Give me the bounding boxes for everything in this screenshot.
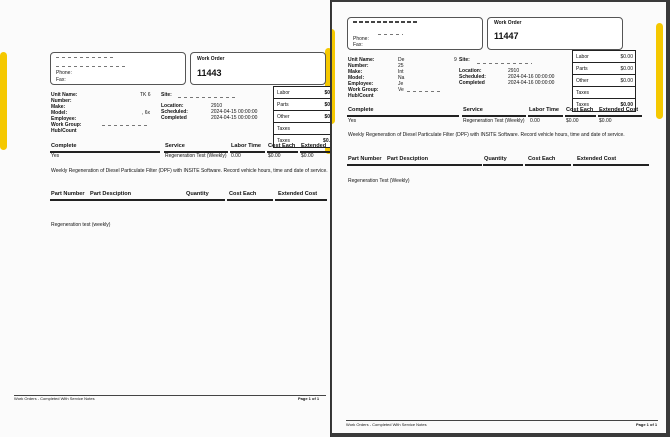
service-header-cost-each: Cost Each (566, 107, 594, 113)
fax-label: Fax: (56, 77, 66, 83)
completed-label: Completed (161, 115, 187, 121)
employee-label: Employee: (348, 81, 374, 87)
employee-label: Employee: (51, 116, 77, 122)
service-cell-labor-time: 0.00 (530, 118, 540, 124)
location-label: Location: (161, 103, 184, 109)
site-label: Site: (459, 57, 470, 63)
header-underline (227, 199, 273, 201)
scheduled-label: Scheduled: (161, 109, 188, 115)
totals-value: $0 (324, 90, 330, 96)
redacted-text (178, 97, 238, 98)
make-label: Make: (348, 69, 363, 75)
service-cell-labor-time: 0.00 (231, 153, 241, 159)
unit-name-suffix: 9 (454, 57, 457, 63)
completed-value: 2024-04-16 00:00:00 (508, 80, 555, 86)
redacted-text (56, 66, 126, 67)
totals-label: Labor (277, 90, 290, 96)
redacted-text (407, 91, 442, 92)
work-order-label: Work Order (494, 20, 522, 26)
service-header-extended: Extended (301, 143, 327, 149)
header-underline (483, 164, 523, 166)
number-value: 25 (398, 63, 404, 69)
highlight-marker (332, 29, 335, 124)
totals-value: $0.00 (620, 54, 633, 60)
header-underline (347, 115, 459, 117)
totals-label: Other (576, 78, 589, 84)
totals-row-labor (274, 87, 331, 99)
service-header-labor-time: Labor Time (231, 143, 262, 149)
address-box (347, 17, 483, 50)
totals-value: $0.00 (620, 66, 633, 72)
model-value: Na (398, 75, 405, 81)
work-order-number: 11447 (494, 31, 519, 41)
make-value: Int (398, 69, 404, 75)
footer-report-name: Work Orders - Completed With Service Notes (14, 396, 95, 401)
phone-label: Phone: (56, 70, 72, 76)
unit-name-value: TK 6 (140, 92, 151, 98)
hub-count-label: Hub/Count (51, 128, 77, 134)
employee-value: Je (398, 81, 404, 87)
totals-value: $0. (323, 138, 330, 144)
totals-value: $0 (324, 102, 330, 108)
completed-label: Completed (459, 80, 485, 86)
totals-label: Parts (277, 102, 289, 108)
parts-header-extended-cost: Extended Cost (278, 191, 318, 197)
totals-value: $0 (324, 114, 330, 120)
service-cell-extended: $0.00 (301, 153, 314, 159)
service-header-service: Service (463, 107, 483, 113)
parts-header-cost-each: Cost Each (528, 156, 556, 162)
footer-report-name: Work Orders - Completed With Service Notes (346, 422, 427, 427)
model-label: Model: (348, 75, 365, 81)
notes-text: Regeneration test (weekly) (51, 222, 111, 228)
work-order-number: 11443 (197, 68, 222, 78)
work-group-label: Work Group: (51, 122, 82, 128)
highlight-marker (656, 23, 663, 119)
location-value: 2910 (211, 103, 223, 109)
service-cell-complete: Yes (51, 153, 60, 159)
make-label: Make: (51, 104, 66, 110)
phone-label: Phone: (353, 36, 369, 42)
totals-row-other (573, 75, 635, 87)
totals-row-labor (573, 51, 635, 63)
model-label: Model: (51, 110, 68, 116)
fax-label: Fax: (353, 42, 363, 48)
work-order-box (487, 17, 623, 50)
work-group-label: Work Group: (348, 87, 379, 93)
scheduled-value: 2024-04-16 00:00:00 (508, 74, 555, 80)
service-cell-complete: Yes (348, 118, 357, 124)
unit-name-value: De (398, 57, 405, 63)
hub-count-label: Hub/Count (348, 93, 374, 99)
header-underline (598, 115, 642, 117)
service-header-service: Service (165, 143, 185, 149)
service-header-complete: Complete (348, 107, 374, 113)
footer-page-number: Page 1 of 1 (636, 422, 658, 427)
completed-value: 2024-04-15 00:00:00 (211, 115, 258, 121)
number-label: Number: (51, 98, 72, 104)
header-underline (347, 164, 482, 166)
model-value: , 6x (142, 110, 151, 116)
service-header-complete: Complete (51, 143, 77, 149)
header-underline (525, 164, 571, 166)
work-group-value: Ve (398, 87, 404, 93)
location-value: 2910 (508, 68, 520, 74)
totals-label: Taxes (277, 138, 291, 144)
number-label: Number: (348, 63, 369, 69)
footer-divider (346, 420, 658, 421)
service-cell-extended: $0.00 (599, 118, 612, 124)
service-note: Weekly Regeneration of Diesel Particulate Filter (DPF) with INSITE Software. Record vehicle hours, time and date of service. (51, 168, 328, 174)
address-box (50, 52, 186, 85)
totals-row-parts (274, 99, 331, 111)
document-page-2 (332, 2, 666, 433)
header-underline (565, 115, 596, 117)
service-note: Weekly Regeneration of Diesel Particulate Filter (DPF) with INSITE Software. Record vehicle hours, time and date of service. (348, 132, 625, 138)
unit-name-label: Unit Name: (348, 57, 375, 63)
service-header-labor-time: Labor Time (529, 107, 560, 113)
totals-label: Taxes (576, 90, 590, 96)
service-cell-cost-each: $0.00 (268, 153, 281, 159)
totals-row-parts (573, 63, 635, 75)
service-header-cost-each: Cost Each (268, 143, 296, 149)
notes-text: Regeneration Test (Weekly) (348, 178, 410, 184)
highlight-marker (0, 52, 7, 150)
totals-label: Taxes (576, 102, 590, 108)
location-label: Location: (459, 68, 482, 74)
service-cell-cost-each: $0.00 (566, 118, 579, 124)
site-label: Site: (161, 92, 172, 98)
work-order-box (190, 52, 326, 85)
parts-header-part-description: Part Desciption (387, 156, 429, 162)
totals-value: $0.00 (620, 78, 633, 84)
totals-label: Labor (576, 54, 589, 60)
totals-row-taxes (274, 123, 331, 135)
redacted-text (353, 21, 418, 23)
totals-label: Taxes (277, 126, 291, 132)
parts-header-part-number: Part Number (348, 156, 382, 162)
totals-label: Other (277, 114, 290, 120)
scheduled-value: 2024-04-15 00:00:00 (211, 109, 258, 115)
header-underline (573, 164, 649, 166)
header-underline (50, 199, 185, 201)
redacted-text (477, 63, 532, 64)
parts-header-part-number: Part Number (51, 191, 85, 197)
header-underline (185, 199, 225, 201)
scheduled-label: Scheduled: (459, 74, 486, 80)
service-header-extended-cost: Extended Cost (599, 107, 639, 113)
header-underline (275, 199, 327, 201)
service-cell-service: Regeneration Test (Weekly) (463, 118, 525, 124)
document-page-1 (0, 0, 331, 437)
service-cell-service: Regeneration Test (Weekly) (165, 153, 227, 159)
footer-page-number: Page 1 of 1 (298, 396, 320, 401)
header-underline (50, 151, 160, 153)
totals-table (572, 50, 639, 113)
parts-header-cost-each: Cost Each (229, 191, 257, 197)
parts-header-quantity: Quantity (484, 156, 507, 162)
totals-row-other (274, 111, 331, 123)
unit-name-label: Unit Name: (51, 92, 78, 98)
parts-header-part-description: Part Desciption (90, 191, 132, 197)
work-order-label: Work Order (197, 56, 225, 62)
redacted-text (378, 34, 403, 35)
totals-value: $0.00 (620, 102, 633, 108)
parts-header-extended-cost: Extended Cost (577, 156, 617, 162)
header-underline (462, 115, 526, 117)
totals-label: Parts (576, 66, 588, 72)
redacted-text (102, 125, 147, 126)
redacted-text (56, 57, 116, 58)
header-underline (528, 115, 563, 117)
totals-table (273, 86, 331, 148)
totals-row-taxes (573, 87, 635, 99)
parts-header-quantity: Quantity (186, 191, 209, 197)
